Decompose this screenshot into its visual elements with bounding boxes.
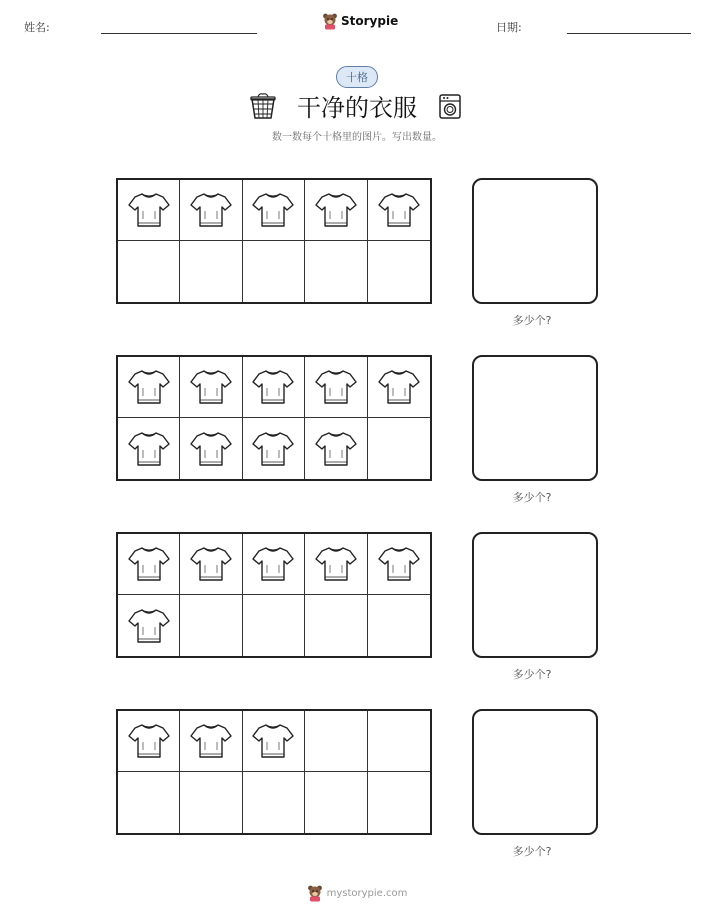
ten-frame-cell <box>118 534 180 595</box>
ten-frame-cell <box>368 772 430 833</box>
date-line[interactable] <box>567 33 691 34</box>
brand-name: Storypie <box>341 14 399 28</box>
tshirt-icon <box>127 366 171 408</box>
ten-frame-cell <box>368 241 430 302</box>
ten-frame-cell <box>180 180 242 241</box>
ten-frame-cell <box>305 711 367 772</box>
ten-frame-cell <box>368 180 430 241</box>
ten-frame-cell <box>180 418 242 479</box>
ten-frame-cell <box>118 357 180 418</box>
tshirt-icon <box>189 543 233 585</box>
ten-frame-cell <box>118 772 180 833</box>
tshirt-icon <box>189 428 233 470</box>
footer <box>0 884 714 902</box>
ten-frame <box>116 355 432 481</box>
tshirt-icon <box>377 543 421 585</box>
tshirt-icon <box>127 720 171 762</box>
tshirt-icon <box>314 366 358 408</box>
ten-frame-cell <box>118 711 180 772</box>
name-line[interactable] <box>101 33 257 34</box>
ten-frame-cell <box>118 595 180 656</box>
ten-frame-cell <box>368 418 430 479</box>
bear-icon <box>322 12 338 30</box>
tshirt-icon <box>251 428 295 470</box>
tshirt-icon <box>251 720 295 762</box>
ten-frame-cell <box>368 595 430 656</box>
ten-frame-cell <box>243 241 305 302</box>
how-many-label: 多少个? <box>512 668 552 681</box>
ten-frame-cell <box>305 534 367 595</box>
ten-frame-cell <box>368 534 430 595</box>
ten-frame-cell <box>243 595 305 656</box>
ten-frame-cell <box>180 534 242 595</box>
tshirt-icon <box>251 543 295 585</box>
how-many-label: 多少个? <box>512 491 552 504</box>
ten-frame-cell <box>305 595 367 656</box>
tshirt-icon <box>189 366 233 408</box>
bear-icon <box>307 884 323 902</box>
tshirt-icon <box>127 543 171 585</box>
ten-frame-cell <box>305 180 367 241</box>
ten-frame <box>116 532 432 658</box>
tshirt-icon <box>314 189 358 231</box>
ten-frame-cell <box>180 241 242 302</box>
ten-frame-cell <box>180 595 242 656</box>
answer-box[interactable] <box>472 709 598 835</box>
how-many-label: 多少个? <box>512 845 552 858</box>
ten-frame-cell <box>180 772 242 833</box>
ten-frame-cell <box>243 711 305 772</box>
answer-box[interactable] <box>472 178 598 304</box>
how-many-label: 多少个? <box>512 314 552 327</box>
ten-frame <box>116 178 432 304</box>
tshirt-icon <box>377 366 421 408</box>
ten-frame-cell <box>243 534 305 595</box>
name-label: 姓名: <box>24 21 50 34</box>
tshirt-icon <box>377 189 421 231</box>
ten-frame-cell <box>180 357 242 418</box>
ten-frame <box>116 709 432 835</box>
tshirt-icon <box>127 605 171 647</box>
tshirt-icon <box>189 720 233 762</box>
ten-frame-cell <box>305 241 367 302</box>
ten-frame-cell <box>118 241 180 302</box>
tshirt-icon <box>251 366 295 408</box>
tshirt-icon <box>127 189 171 231</box>
ten-frame-cell <box>243 357 305 418</box>
footer-url: mystorypie.com <box>326 887 408 899</box>
date-label: 日期: <box>496 21 522 34</box>
ten-frame-cell <box>180 711 242 772</box>
tshirt-icon <box>189 189 233 231</box>
ten-frame-cell <box>305 418 367 479</box>
ten-frame-cell <box>243 180 305 241</box>
page-title: 干净的衣服 <box>297 94 417 122</box>
ten-frame-cell <box>368 711 430 772</box>
tshirt-icon <box>127 428 171 470</box>
tshirt-icon <box>314 543 358 585</box>
tshirt-icon <box>251 189 295 231</box>
ten-frame-cell <box>118 418 180 479</box>
answer-box[interactable] <box>472 355 598 481</box>
category-badge: 十格 <box>336 66 378 88</box>
ten-frame-cell <box>118 180 180 241</box>
ten-frame-cell <box>368 357 430 418</box>
ten-frame-cell <box>305 772 367 833</box>
instructions: 数一数每个十格里的图片。写出数量。 <box>272 132 442 143</box>
ten-frame-cell <box>243 772 305 833</box>
ten-frame-cell <box>243 418 305 479</box>
ten-frame-cell <box>305 357 367 418</box>
tshirt-icon <box>314 428 358 470</box>
brand <box>322 12 398 30</box>
answer-box[interactable] <box>472 532 598 658</box>
washing-machine-icon <box>437 92 463 120</box>
